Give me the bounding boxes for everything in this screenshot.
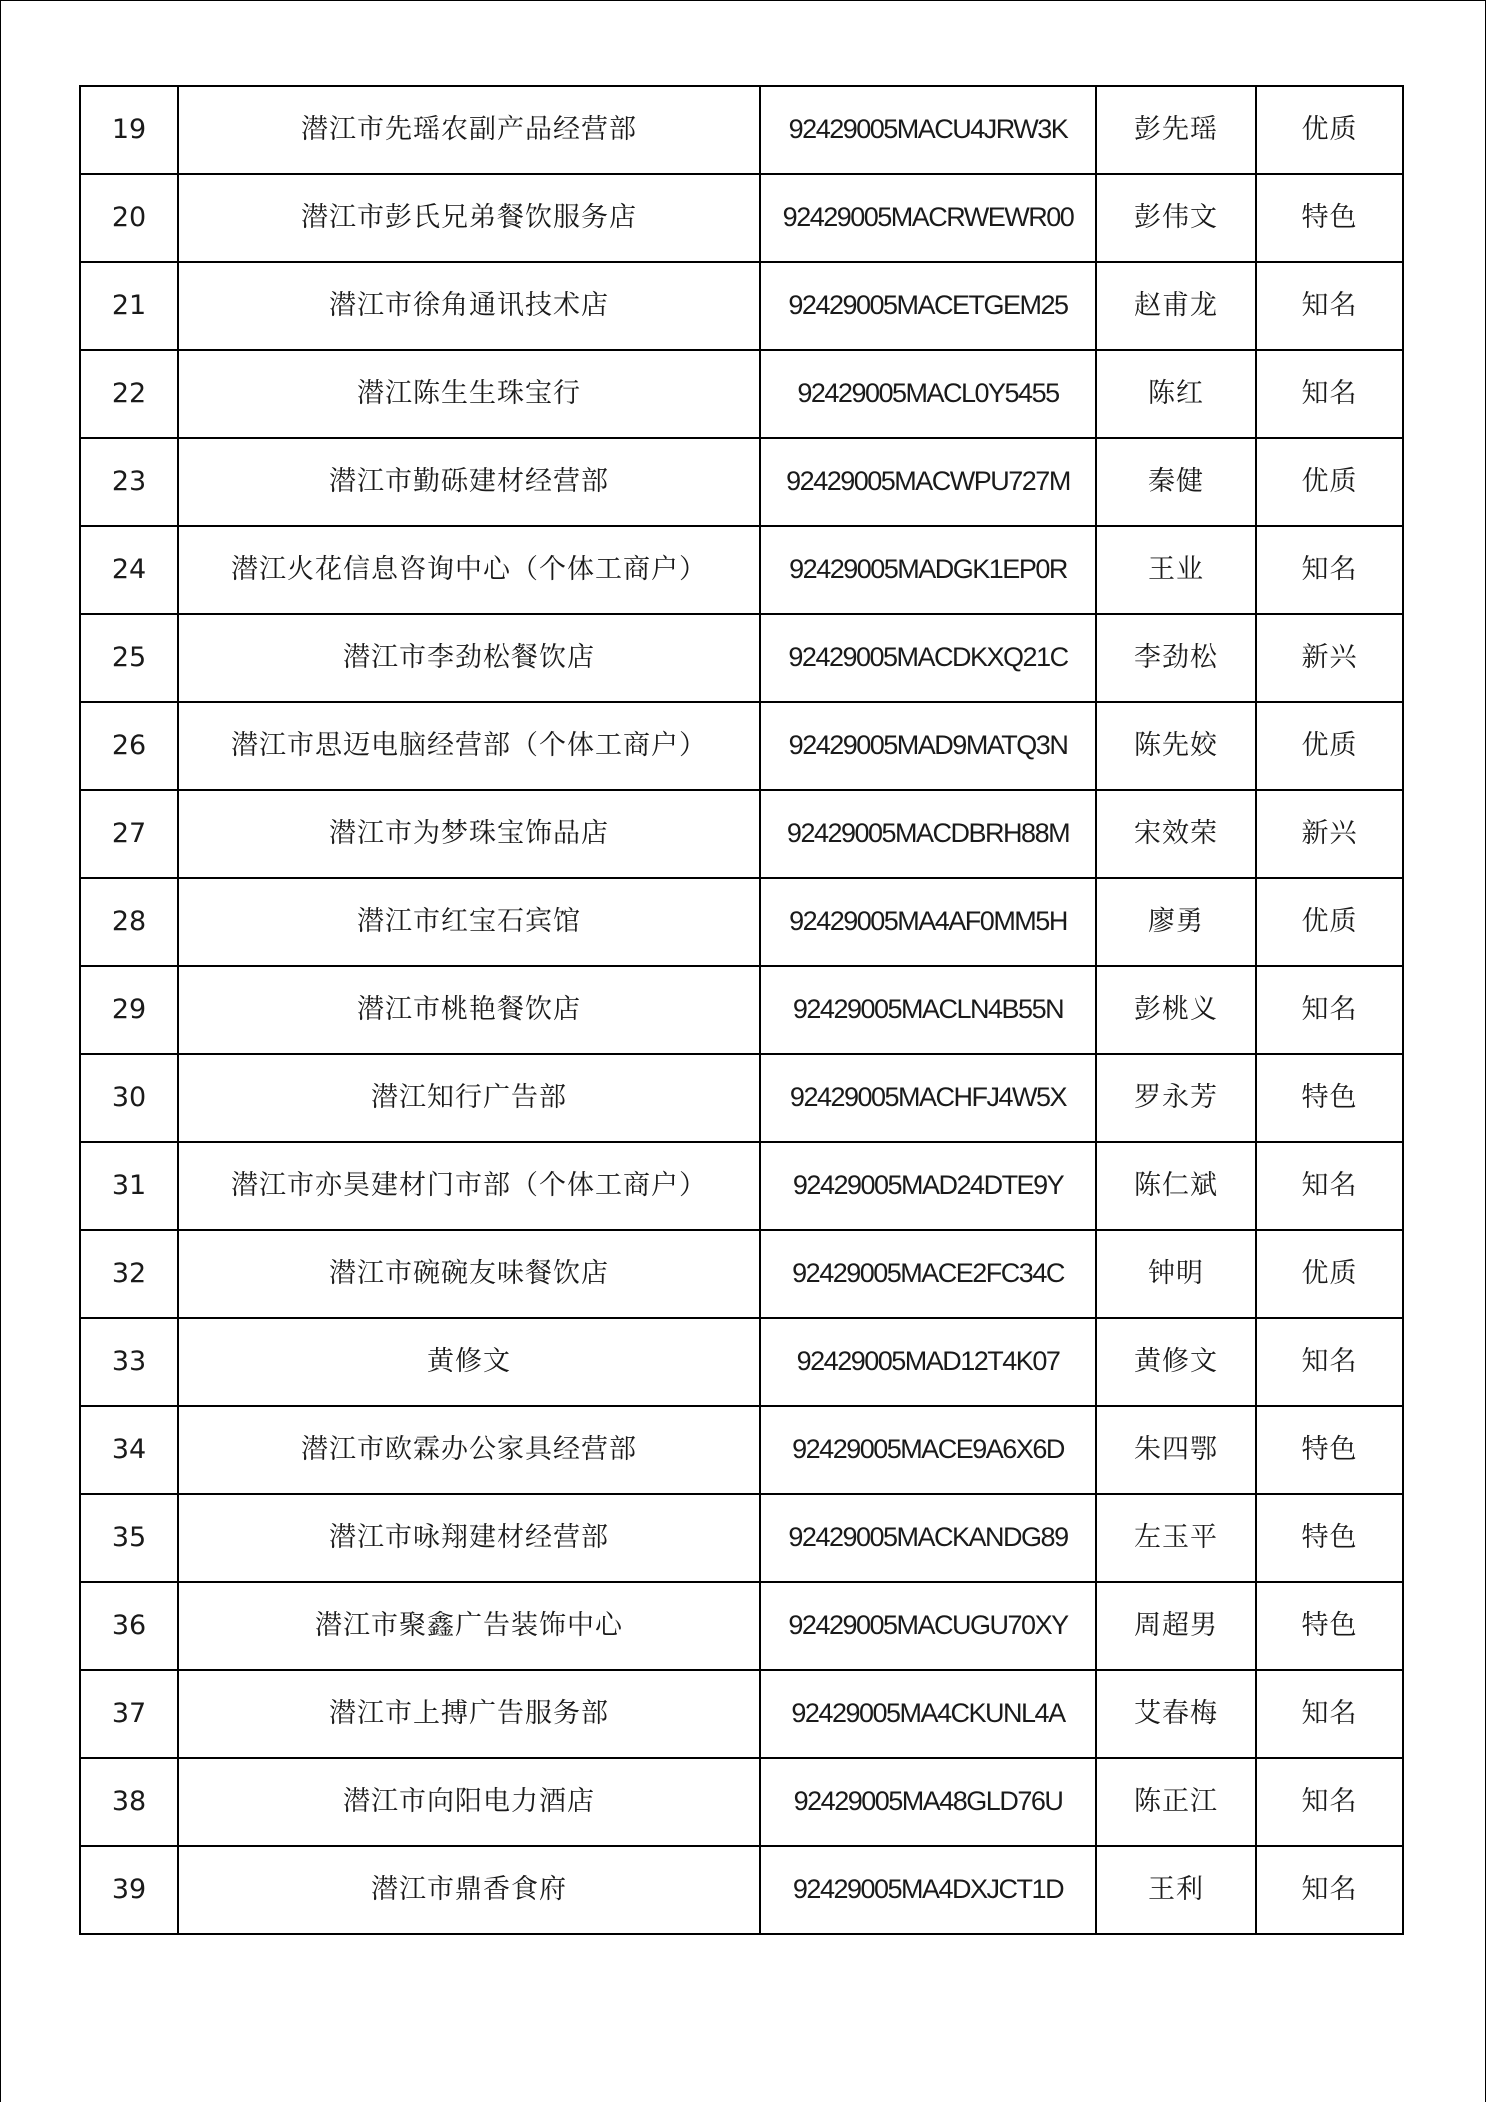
operator-name-cell: 陈正江	[1096, 1758, 1256, 1846]
grade-cell: 新兴	[1256, 790, 1403, 878]
grade-cell: 知名	[1256, 1758, 1403, 1846]
operator-name-cell: 彭伟文	[1096, 174, 1256, 262]
business-name-cell: 潜江知行广告部	[178, 1054, 760, 1142]
row-number-cell: 25	[80, 614, 178, 702]
grade-cell: 优质	[1256, 86, 1403, 174]
business-name-cell: 潜江市彭氏兄弟餐饮服务店	[178, 174, 760, 262]
grade-cell: 知名	[1256, 966, 1403, 1054]
grade-cell: 特色	[1256, 1582, 1403, 1670]
operator-name-cell: 陈先姣	[1096, 702, 1256, 790]
grade-cell: 知名	[1256, 1318, 1403, 1406]
row-number-cell: 22	[80, 350, 178, 438]
grade-cell: 知名	[1256, 1142, 1403, 1230]
table-row	[80, 1406, 1403, 1494]
credit-code-cell: 92429005MACDKXQ21C	[760, 614, 1096, 702]
operator-name-cell: 朱四鄂	[1096, 1406, 1256, 1494]
row-number-cell: 35	[80, 1494, 178, 1582]
business-name-cell: 潜江市徐角通讯技术店	[178, 262, 760, 350]
credit-code-cell: 92429005MA4AF0MM5H	[760, 878, 1096, 966]
business-name-cell: 潜江市李劲松餐饮店	[178, 614, 760, 702]
business-name-cell: 潜江陈生生珠宝行	[178, 350, 760, 438]
row-number-cell: 28	[80, 878, 178, 966]
table-row	[80, 1230, 1403, 1318]
row-number-cell: 29	[80, 966, 178, 1054]
grade-cell: 特色	[1256, 1406, 1403, 1494]
table-row	[80, 350, 1403, 438]
credit-code-cell: 92429005MACLN4B55N	[760, 966, 1096, 1054]
grade-cell: 新兴	[1256, 614, 1403, 702]
grade-cell: 知名	[1256, 526, 1403, 614]
operator-name-cell: 李劲松	[1096, 614, 1256, 702]
table-row	[80, 262, 1403, 350]
operator-name-cell: 王业	[1096, 526, 1256, 614]
business-name-cell: 潜江市上搏广告服务部	[178, 1670, 760, 1758]
business-name-cell: 潜江市思迈电脑经营部（个体工商户）	[178, 702, 760, 790]
row-number-cell: 36	[80, 1582, 178, 1670]
table-row	[80, 790, 1403, 878]
grade-cell: 特色	[1256, 1494, 1403, 1582]
operator-name-cell: 周超男	[1096, 1582, 1256, 1670]
table-row	[80, 438, 1403, 526]
credit-code-cell: 92429005MACWPU727M	[760, 438, 1096, 526]
operator-name-cell: 艾春梅	[1096, 1670, 1256, 1758]
business-name-cell: 潜江市欧霖办公家具经营部	[178, 1406, 760, 1494]
business-name-cell: 潜江市先瑶农副产品经营部	[178, 86, 760, 174]
operator-name-cell: 彭桃义	[1096, 966, 1256, 1054]
operator-name-cell: 左玉平	[1096, 1494, 1256, 1582]
table-row	[80, 1142, 1403, 1230]
grade-cell: 优质	[1256, 1230, 1403, 1318]
row-number-cell: 20	[80, 174, 178, 262]
credit-code-cell: 92429005MACRWEWR00	[760, 174, 1096, 262]
credit-code-cell: 92429005MACETGEM25	[760, 262, 1096, 350]
row-number-cell: 30	[80, 1054, 178, 1142]
credit-code-cell: 92429005MADGK1EP0R	[760, 526, 1096, 614]
row-number-cell: 33	[80, 1318, 178, 1406]
business-name-cell: 潜江市为梦珠宝饰品店	[178, 790, 760, 878]
credit-code-cell: 92429005MACE9A6X6D	[760, 1406, 1096, 1494]
grade-cell: 知名	[1256, 350, 1403, 438]
row-number-cell: 27	[80, 790, 178, 878]
operator-name-cell: 陈仁斌	[1096, 1142, 1256, 1230]
table-row	[80, 1758, 1403, 1846]
table-row	[80, 1846, 1403, 1934]
business-name-cell: 潜江市聚鑫广告装饰中心	[178, 1582, 760, 1670]
business-name-cell: 潜江市勤砾建材经营部	[178, 438, 760, 526]
credit-code-cell: 92429005MACU4JRW3K	[760, 86, 1096, 174]
operator-name-cell: 罗永芳	[1096, 1054, 1256, 1142]
operator-name-cell: 秦健	[1096, 438, 1256, 526]
operator-name-cell: 赵甫龙	[1096, 262, 1256, 350]
table-row	[80, 1670, 1403, 1758]
business-name-cell: 潜江市向阳电力酒店	[178, 1758, 760, 1846]
business-name-cell: 潜江火花信息咨询中心（个体工商户）	[178, 526, 760, 614]
table-row	[80, 526, 1403, 614]
grade-cell: 知名	[1256, 1846, 1403, 1934]
operator-name-cell: 钟明	[1096, 1230, 1256, 1318]
row-number-cell: 31	[80, 1142, 178, 1230]
grade-cell: 知名	[1256, 262, 1403, 350]
credit-code-cell: 92429005MAD12T4K07	[760, 1318, 1096, 1406]
grade-cell: 特色	[1256, 1054, 1403, 1142]
row-number-cell: 21	[80, 262, 178, 350]
grade-cell: 知名	[1256, 1670, 1403, 1758]
table-row	[80, 174, 1403, 262]
credit-code-cell: 92429005MAD9MATQ3N	[760, 702, 1096, 790]
row-number-cell: 38	[80, 1758, 178, 1846]
table-row	[80, 1318, 1403, 1406]
table-row	[80, 878, 1403, 966]
table-row	[80, 1582, 1403, 1670]
grade-cell: 优质	[1256, 438, 1403, 526]
registry-table-body	[80, 86, 1403, 1934]
row-number-cell: 34	[80, 1406, 178, 1494]
grade-cell: 优质	[1256, 878, 1403, 966]
table-row	[80, 966, 1403, 1054]
grade-cell: 优质	[1256, 702, 1403, 790]
credit-code-cell: 92429005MAD24DTE9Y	[760, 1142, 1096, 1230]
row-number-cell: 24	[80, 526, 178, 614]
credit-code-cell: 92429005MACE2FC34C	[760, 1230, 1096, 1318]
credit-code-cell: 92429005MA4DXJCT1D	[760, 1846, 1096, 1934]
business-name-cell: 潜江市碗碗友味餐饮店	[178, 1230, 760, 1318]
business-name-cell: 潜江市鼎香食府	[178, 1846, 760, 1934]
operator-name-cell: 王利	[1096, 1846, 1256, 1934]
operator-name-cell: 彭先瑶	[1096, 86, 1256, 174]
row-number-cell: 32	[80, 1230, 178, 1318]
operator-name-cell: 宋效荣	[1096, 790, 1256, 878]
operator-name-cell: 黄修文	[1096, 1318, 1256, 1406]
credit-code-cell: 92429005MA48GLD76U	[760, 1758, 1096, 1846]
table-row	[80, 614, 1403, 702]
operator-name-cell: 廖勇	[1096, 878, 1256, 966]
business-name-cell: 潜江市桃艳餐饮店	[178, 966, 760, 1054]
credit-code-cell: 92429005MA4CKUNL4A	[760, 1670, 1096, 1758]
row-number-cell: 39	[80, 1846, 178, 1934]
operator-name-cell: 陈红	[1096, 350, 1256, 438]
business-registry-table	[79, 85, 1404, 1935]
business-name-cell: 潜江市亦昊建材门市部（个体工商户）	[178, 1142, 760, 1230]
credit-code-cell: 92429005MACKANDG89	[760, 1494, 1096, 1582]
table-row	[80, 1494, 1403, 1582]
credit-code-cell: 92429005MACDBRH88M	[760, 790, 1096, 878]
grade-cell: 特色	[1256, 174, 1403, 262]
row-number-cell: 37	[80, 1670, 178, 1758]
table-row	[80, 86, 1403, 174]
credit-code-cell: 92429005MACHFJ4W5X	[760, 1054, 1096, 1142]
credit-code-cell: 92429005MACL0Y5455	[760, 350, 1096, 438]
business-name-cell: 黄修文	[178, 1318, 760, 1406]
table-row	[80, 1054, 1403, 1142]
row-number-cell: 26	[80, 702, 178, 790]
credit-code-cell: 92429005MACUGU70XY	[760, 1582, 1096, 1670]
table-row	[80, 702, 1403, 790]
business-name-cell: 潜江市咏翔建材经营部	[178, 1494, 760, 1582]
row-number-cell: 23	[80, 438, 178, 526]
row-number-cell: 19	[80, 86, 178, 174]
business-name-cell: 潜江市红宝石宾馆	[178, 878, 760, 966]
